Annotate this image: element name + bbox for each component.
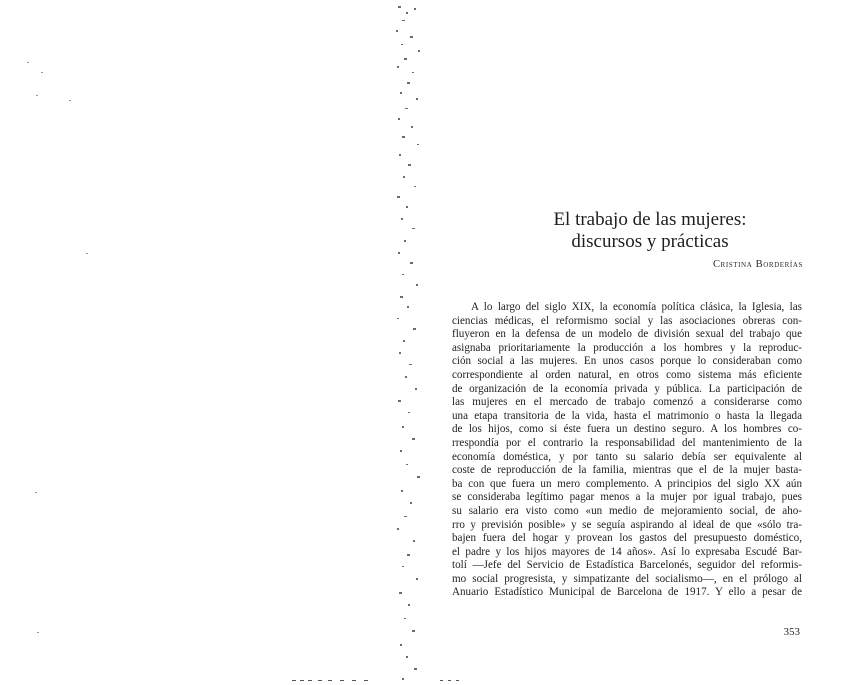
- text-line: ción social a las mujeres. En unos casos porque lo consideraban como: [452, 355, 802, 368]
- text-line: de los hijos, como si éste fuera un destino seguro. A los hombres co-: [452, 423, 802, 436]
- text-line: rro y previsión posible» y se seguía aspirando al ideal de que «sólo tra-: [452, 518, 802, 531]
- text-line: rrespondía por el contrario la responsabilidad del mantenimiento de la: [452, 436, 802, 449]
- text-line: asignaba prioritariamente la producción a los hombres y la reproduc-: [452, 341, 802, 354]
- text-line: economía doméstica, y por tanto su salario debía ser equivalente al: [452, 450, 802, 463]
- chapter-title: [500, 209, 800, 253]
- scan-speck: [35, 492, 37, 493]
- right-page: [440, 0, 848, 685]
- page-number: 353: [783, 626, 800, 638]
- text-line: ba con que fuera un mero complemento. A principios del siglo XX aún: [452, 477, 802, 490]
- text-line: ciencias médicas, el reformismo social y las asociaciones obreras con-: [452, 314, 802, 327]
- body-paragraph: [452, 301, 802, 600]
- author-name: Cristina Borderías: [712, 259, 803, 270]
- text-line: se consideraba legítimo pagar menos a la mujer por igual trabajo, pues: [452, 491, 802, 504]
- text-line: mo social progresista, y simpatizante del socialismo—, en el prólogo al: [452, 572, 802, 585]
- text-line: de organización de la economía privada y pública. La participación de: [452, 382, 802, 395]
- text-line: A lo largo del siglo XIX, la economía política clásica, la Iglesia, las: [471, 301, 802, 313]
- text-line: el padre y los hijos mayores de 14 años». Así lo expresaba Escudé Bar-: [452, 545, 802, 558]
- chapter-title-line: discursos y prácticas: [571, 231, 729, 252]
- text-line: correspondiente al orden natural, en otros como sistema más eficiente: [452, 368, 802, 381]
- chapter-title-line: El trabajo de las mujeres:: [553, 209, 747, 230]
- gutter-shadow: [392, 0, 432, 685]
- text-line: fluyeron en la defensa de un modelo de división sexual del trabajo que: [452, 328, 802, 341]
- scan-speck: [27, 62, 29, 63]
- text-line: una etapa transitoria de la vida, hasta el matrimonio o hasta la llegada: [452, 409, 802, 422]
- scan-speck: [37, 632, 39, 633]
- text-line: su salario era visto como «un medio de mejoramiento social, de aho-: [452, 504, 802, 517]
- text-line: Anuario Estadístico Municipal de Barcelona de 1917. Y ello a pesar de: [452, 586, 802, 599]
- left-page-blank: [0, 0, 395, 685]
- scan-speck: [86, 253, 88, 254]
- text-line: las mujeres en el mercado de trabajo comenzó a considerarse como: [452, 396, 802, 409]
- scan-speck: [36, 95, 38, 96]
- text-line: tolí —Jefe del Servicio de Estadística Barcelonés, seguidor del reformis-: [452, 559, 802, 572]
- text-line: coste de reproducción de la familia, mientras que el de la mujer basta-: [452, 464, 802, 477]
- scan-speck: [69, 100, 71, 101]
- text-line: bajen fuera del hogar y provean los gastos del presupuesto doméstico,: [452, 532, 802, 545]
- scan-speck: [41, 72, 43, 73]
